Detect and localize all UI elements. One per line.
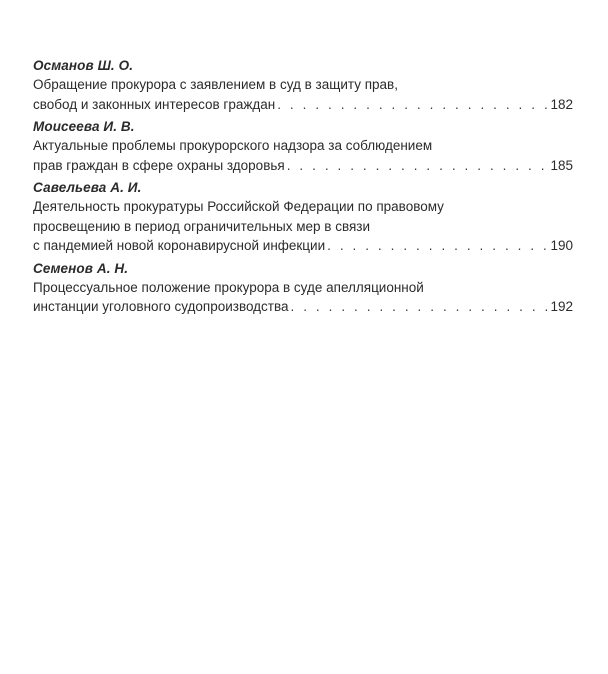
toc-page-number: 192 xyxy=(550,299,573,314)
toc-title-text: с пандемией новой коронавирусной инфекции xyxy=(33,238,326,253)
toc-title-line: Обращение прокурора с заявлением в суд в защиту прав, xyxy=(33,77,398,92)
toc-title-line: Деятельность прокуратуры Российской Федерации по правовому xyxy=(33,199,444,214)
dot-leader xyxy=(291,297,549,317)
toc-title-line: Процессуальное положение прокурора в суде апелляционной xyxy=(33,279,424,295)
toc-page-number: 190 xyxy=(550,238,573,253)
toc-title-line: просвещению в период ограничительных мер в связи xyxy=(33,218,371,234)
toc-author: Савельева А. И. xyxy=(33,180,142,195)
toc-title-last-line xyxy=(33,297,573,317)
toc-entry xyxy=(33,56,573,114)
toc-author: Моисеева И. В. xyxy=(33,119,135,134)
toc-author: Османов Ш. О. xyxy=(33,58,134,73)
dot-leader xyxy=(287,156,549,176)
toc-entry xyxy=(33,259,573,317)
toc-entry xyxy=(33,117,573,175)
toc-entry xyxy=(33,178,573,256)
toc-title-text: свобод и законных интересов граждан xyxy=(33,96,276,112)
table-of-contents xyxy=(33,56,573,320)
toc-page-number: 185 xyxy=(550,157,573,173)
dot-leader xyxy=(277,95,548,115)
toc-page-number: 182 xyxy=(550,96,573,112)
toc-author: Семенов А. Н. xyxy=(33,260,129,276)
toc-title-last-line xyxy=(33,95,573,115)
toc-title-line: Актуальные проблемы прокурорского надзора за соблюдением xyxy=(33,138,433,153)
toc-title-last-line xyxy=(33,236,573,256)
toc-title-text: инстанции уголовного судопроизводства xyxy=(33,299,289,314)
toc-title-last-line xyxy=(33,156,573,176)
dot-leader xyxy=(327,236,548,256)
toc-title-text: прав граждан в сфере охраны здоровья xyxy=(33,157,285,173)
